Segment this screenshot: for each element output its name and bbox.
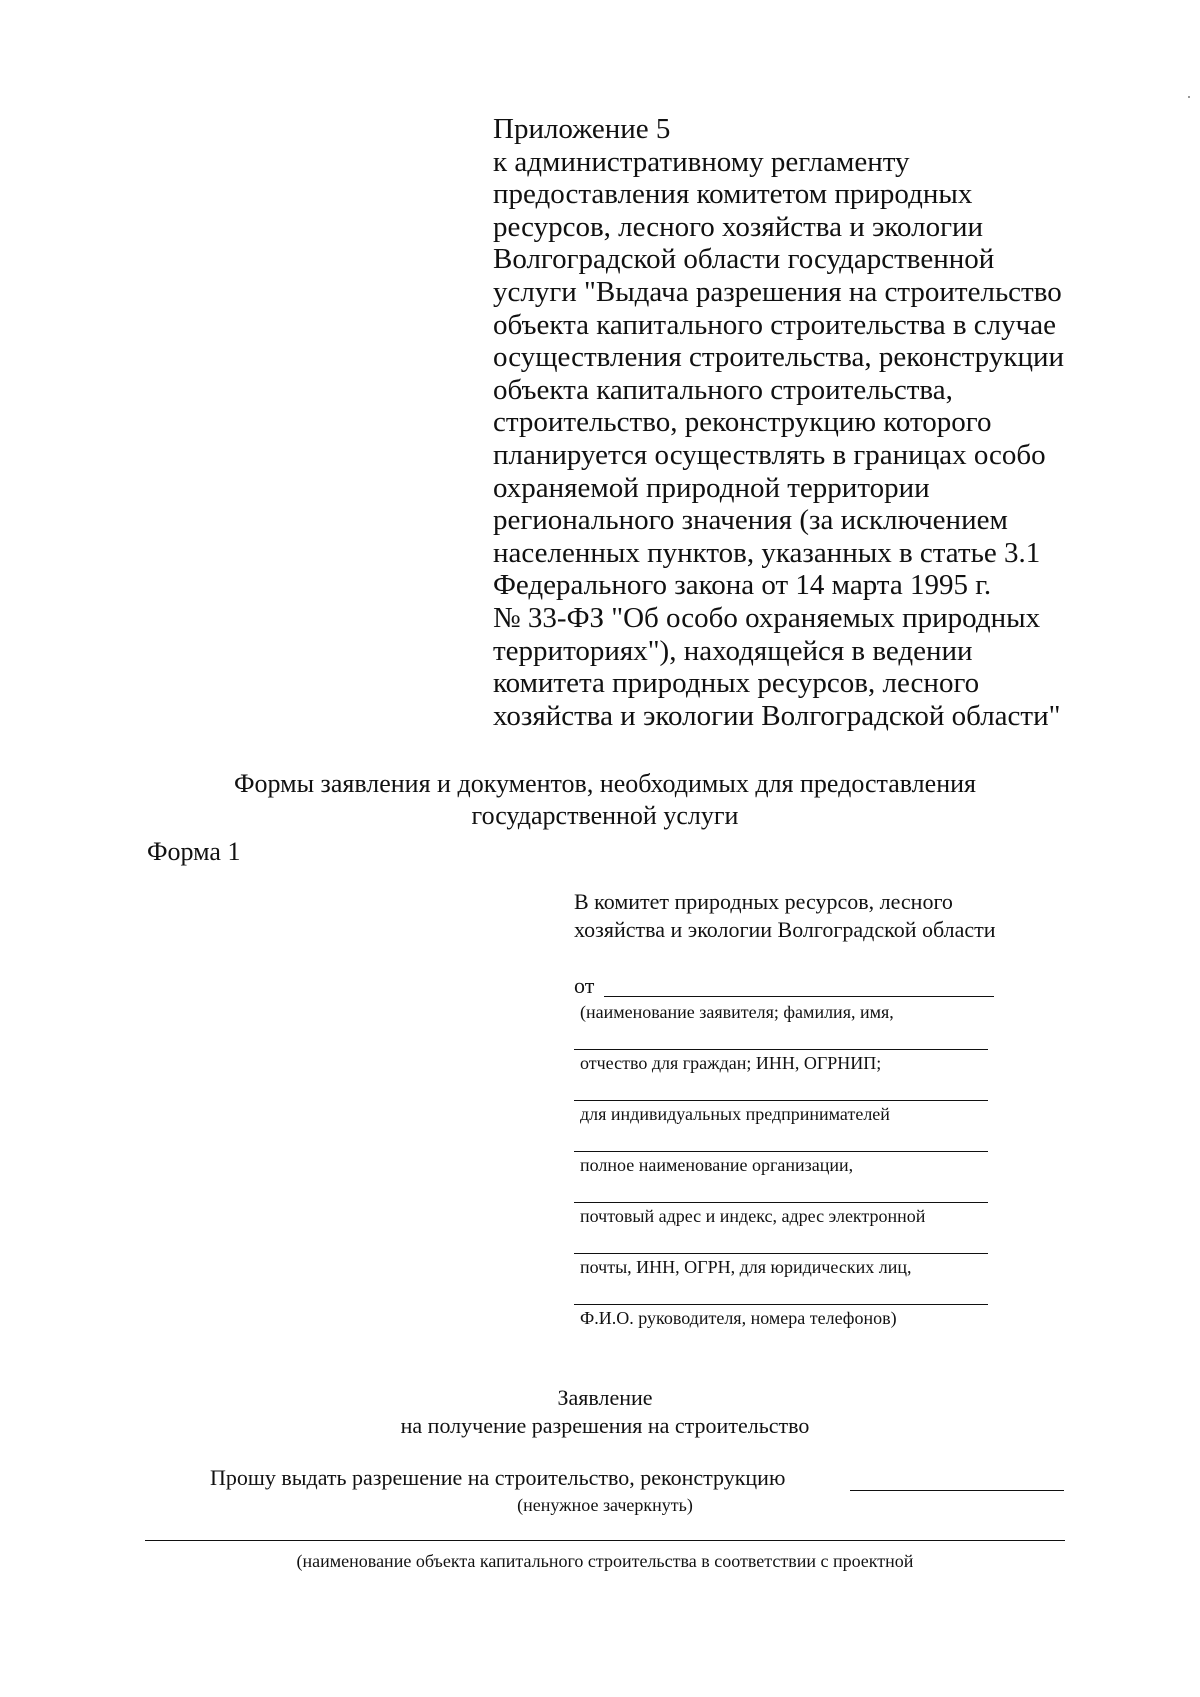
appendix-line: регионального значения (за исключением — [493, 504, 1008, 537]
appendix-line: комитета природных ресурсов, лесного — [493, 667, 980, 700]
addressee-line: В комитет природных ресурсов, лесного — [574, 889, 953, 914]
appendix-line: № 33-ФЗ "Об особо охраняемых природных — [493, 601, 1041, 634]
appendix-line: хозяйства и экологии Волгоградской области" — [493, 699, 1061, 732]
appendix-line: территориях"), находящейся в ведении — [493, 634, 973, 667]
from-label: от — [574, 973, 595, 998]
applicant-caption: Ф.И.О. руководителя, номера телефонов) — [580, 1308, 897, 1328]
forms-title: Формы заявления и документов, необходимых для предоставления — [233, 769, 976, 798]
object-caption: (наименование объекта капитального строительства в соответствии с проектной — [296, 1551, 914, 1571]
applicant-caption: почтовый адрес и индекс, адрес электронной — [580, 1206, 926, 1226]
applicant-field-line[interactable] — [574, 1304, 988, 1305]
object-name-field[interactable] — [145, 1540, 1065, 1541]
applicant-caption: для индивидуальных предпринимателей — [580, 1104, 890, 1124]
applicant-caption: (наименование заявителя; фамилия, имя, — [580, 1002, 894, 1022]
addressee-line: хозяйства и экологии Волгоградской области — [574, 917, 996, 942]
appendix-line: объекта капитального строительства в случае — [493, 308, 1056, 341]
applicant-field-line[interactable] — [574, 1202, 988, 1203]
request-row — [210, 1464, 1070, 1494]
appendix-line: предоставления комитетом природных — [493, 178, 973, 211]
forms-title-continued: государственной услуги — [471, 801, 739, 830]
scan-speck — [1188, 96, 1190, 98]
applicant-caption: отчество для граждан; ИНН, ОГРНИП; — [580, 1053, 882, 1073]
appendix-line: планируется осуществлять в границах особо — [493, 438, 1046, 471]
appendix-line: Федерального закона от 14 марта 1995 г. — [493, 569, 992, 602]
appendix-line: услуги "Выдача разрешения на строительство — [493, 275, 1062, 308]
request-text: Прошу выдать разрешение на строительство, реконструкцию — [210, 1465, 786, 1490]
appendix-line: к административному регламенту — [493, 145, 910, 178]
request-type-field[interactable] — [850, 1490, 1064, 1491]
applicant-from-row — [574, 972, 994, 1000]
applicant-field-line[interactable] — [574, 1049, 988, 1050]
appendix-line: Волгоградской области государственной — [493, 243, 995, 276]
strike-note: (ненужное зачеркнуть) — [517, 1495, 693, 1515]
applicant-caption: полное наименование организации, — [580, 1155, 854, 1175]
appendix-line: строительство, реконструкцию которого — [493, 406, 992, 439]
appendix-line: объекта капитального строительства, — [493, 373, 953, 406]
applicant-field-line[interactable] — [574, 1151, 988, 1152]
applicant-caption: почты, ИНН, ОГРН, для юридических лиц, — [580, 1257, 912, 1277]
applicant-field-line[interactable] — [574, 1100, 988, 1101]
appendix-line: населенных пунктов, указанных в статье 3.1 — [493, 536, 1041, 569]
appendix-line: охраняемой природной территории — [493, 471, 930, 504]
appendix-line: Приложение 5 — [493, 113, 671, 145]
appendix-header — [493, 113, 1093, 732]
appendix-line: ресурсов, лесного хозяйства и экологии — [493, 210, 984, 243]
appendix-line: осуществления строительства, реконструкции — [493, 341, 1065, 374]
statement-subtitle: на получение разрешения на строительство — [400, 1413, 810, 1438]
applicant-field-line[interactable] — [574, 1253, 988, 1254]
applicant-name-field[interactable] — [604, 996, 994, 997]
statement-title: Заявление — [557, 1385, 653, 1410]
addressee-block — [574, 888, 1094, 944]
form-number: Форма 1 — [147, 837, 241, 866]
